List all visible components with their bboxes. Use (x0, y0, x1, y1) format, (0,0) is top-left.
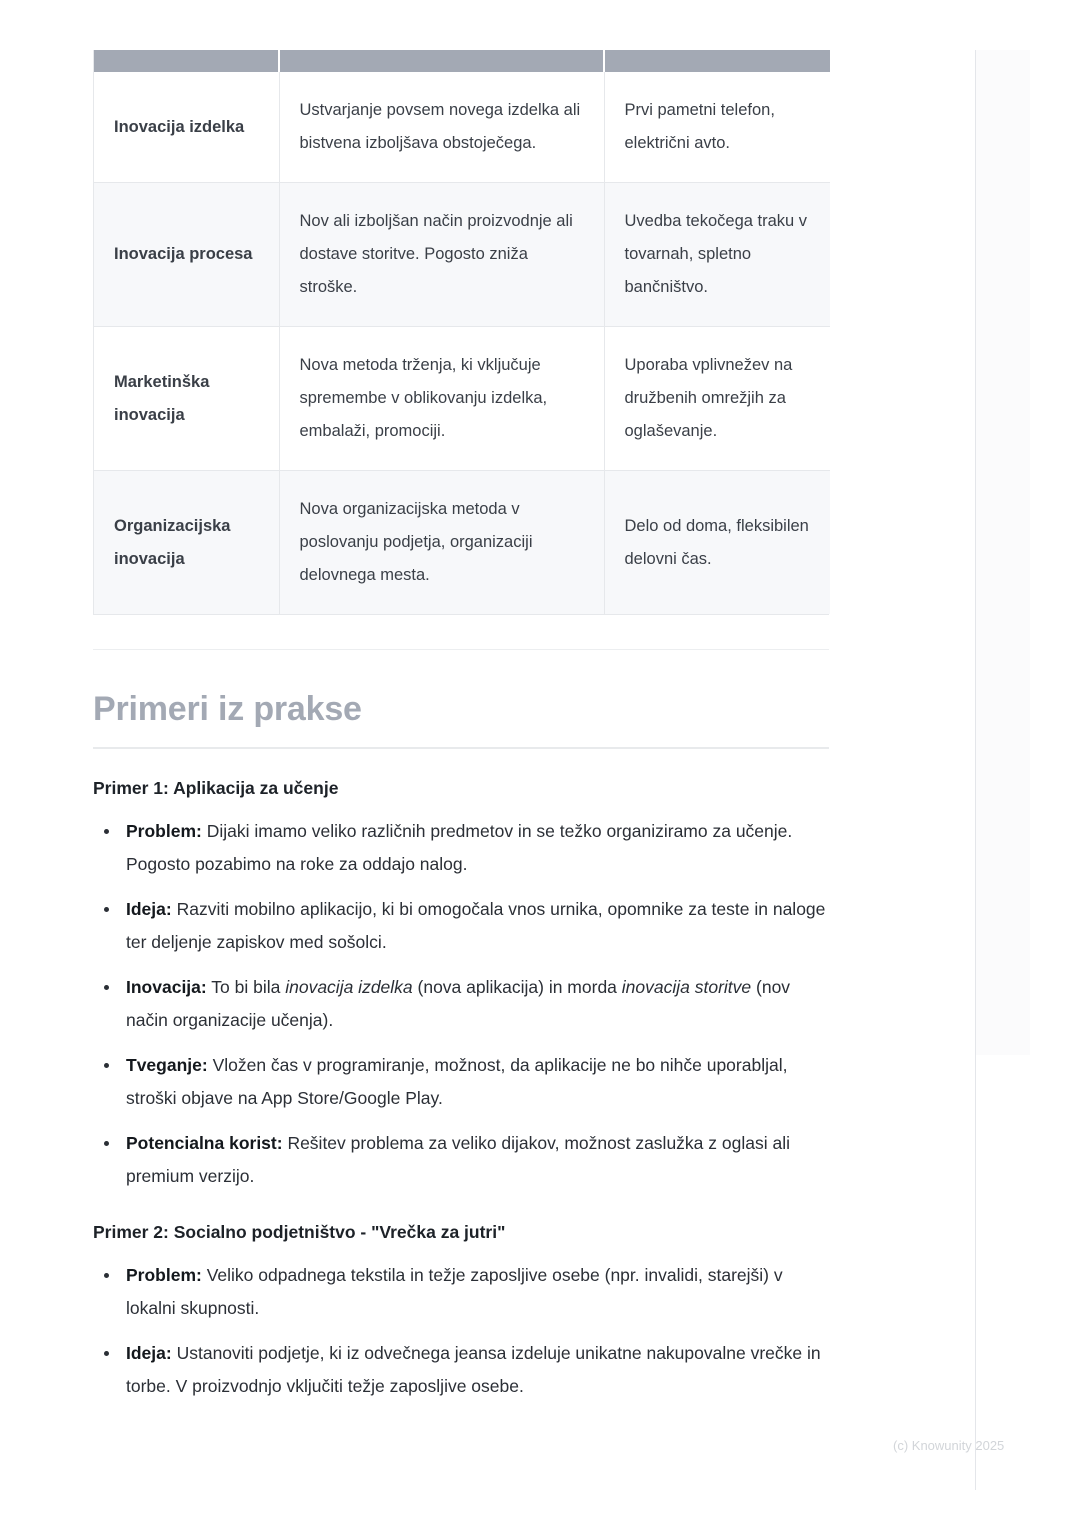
example-1-list (93, 815, 829, 1193)
table-cell-example: Uvedba tekočega traku v tovarnah, spletno bančništvo. (604, 183, 830, 327)
list-item-label: Ideja: (126, 899, 172, 919)
table-cell-description: Ustvarjanje povsem novega izdelka ali bistvena izboljšava obstoječega. (279, 72, 604, 183)
example-2-title: Primer 2: Socialno podjetništvo - "Vrečka za jutri" (93, 1222, 506, 1242)
list-item-text: Vložen čas v programiranje, možnost, da aplikacije ne bo nihče uporabljal, stroški objave na App Store/Google Play. (126, 1055, 788, 1108)
table-header-cell-category (94, 50, 279, 72)
list-item-text-after: (nov način organizacije učenja). (126, 977, 791, 1030)
innovation-types-table-wrapper (93, 50, 829, 615)
list-item-label: Ideja: (126, 1343, 172, 1363)
list-item-text: Veliko odpadnega tekstila in težje zaposljive osebe (npr. invalidi, starejši) v lokalni skupnosti. (126, 1265, 783, 1318)
table-cell-category: Inovacija izdelka (94, 72, 279, 183)
list-item-label: Potencialna korist: (126, 1133, 283, 1153)
list-item-emphasis-2: inovacija storitve (621, 977, 752, 997)
copyright-watermark: (c) Knowunity 2025 (893, 1438, 1005, 1453)
list-item (93, 1337, 829, 1403)
list-item (93, 1127, 829, 1193)
table-cell-description: Nova metoda trženja, ki vključuje spremembe v oblikovanju izdelka, embalaži, promociji. (279, 327, 604, 471)
table-cell-category: Organizacijska inovacija (94, 471, 279, 615)
list-item-text: Ustanoviti podjetje, ki iz odvečnega jeansa izdeluje unikatne nakupovalne vrečke in torbe. V proizvodnjo vključiti težje zaposljive osebe. (126, 1343, 821, 1396)
table-cell-description: Nova organizacijska metoda v poslovanju podjetja, organizaciji delovnega mesta. (279, 471, 604, 615)
table-row (94, 183, 830, 327)
innovation-types-table (94, 50, 830, 614)
table-header-cell-description (279, 50, 604, 72)
list-item-label: Inovacija: (126, 977, 207, 997)
list-item-label: Problem: (126, 1265, 202, 1285)
list-item (93, 1259, 829, 1325)
table-cell-example: Uporaba vplivnežev na družbenih omrežjih za oglaševanje. (604, 327, 830, 471)
list-item-label: Tveganje: (126, 1055, 208, 1075)
list-item (93, 815, 829, 881)
list-item-label: Problem: (126, 821, 202, 841)
scroll-rail[interactable] (975, 50, 976, 1490)
example-2-list (93, 1259, 829, 1403)
table-cell-example: Delo od doma, fleksibilen delovni čas. (604, 471, 830, 615)
list-item-text-before: To bi bila (206, 977, 286, 997)
table-row (94, 72, 830, 183)
page-title: Primeri iz prakse (93, 690, 362, 728)
table-body (94, 72, 830, 614)
example-1-title: Primer 1: Aplikacija za učenje (93, 778, 339, 798)
table-cell-description: Nov ali izboljšan način proizvodnje ali dostave storitve. Pogosto zniža stroške. (279, 183, 604, 327)
list-item (93, 893, 829, 959)
list-item (93, 971, 829, 1037)
list-item-text: Rešitev problema za veliko dijakov, možnost zaslužka z oglasi ali premium verzijo. (126, 1133, 790, 1186)
list-item-text: Razviti mobilno aplikacijo, ki bi omogočala vnos urnika, opomnike za teste in naloge ter deljenje zapiskov med sošolci. (126, 899, 826, 952)
section-divider-top (93, 649, 829, 650)
list-item-text: Dijaki imamo veliko različnih predmetov in se težko organiziramo za učenje. Pogosto pozabimo na roke za oddajo nalog. (126, 821, 793, 874)
table-cell-example: Prvi pametni telefon, električni avto. (604, 72, 830, 183)
table-cell-category: Marketinška inovacija (94, 327, 279, 471)
document-content (93, 0, 829, 1403)
table-header-cell-example (604, 50, 830, 72)
table-cell-category: Inovacija procesa (94, 183, 279, 327)
right-side-panel (976, 50, 1030, 1055)
section-divider-under-title (93, 747, 829, 749)
list-item (93, 1049, 829, 1115)
table-row (94, 327, 830, 471)
list-item-text-middle: (nova aplikacija) in morda (412, 977, 622, 997)
table-header-row (94, 50, 830, 72)
list-item-emphasis-1: inovacija izdelka (285, 977, 413, 997)
table-row (94, 471, 830, 615)
